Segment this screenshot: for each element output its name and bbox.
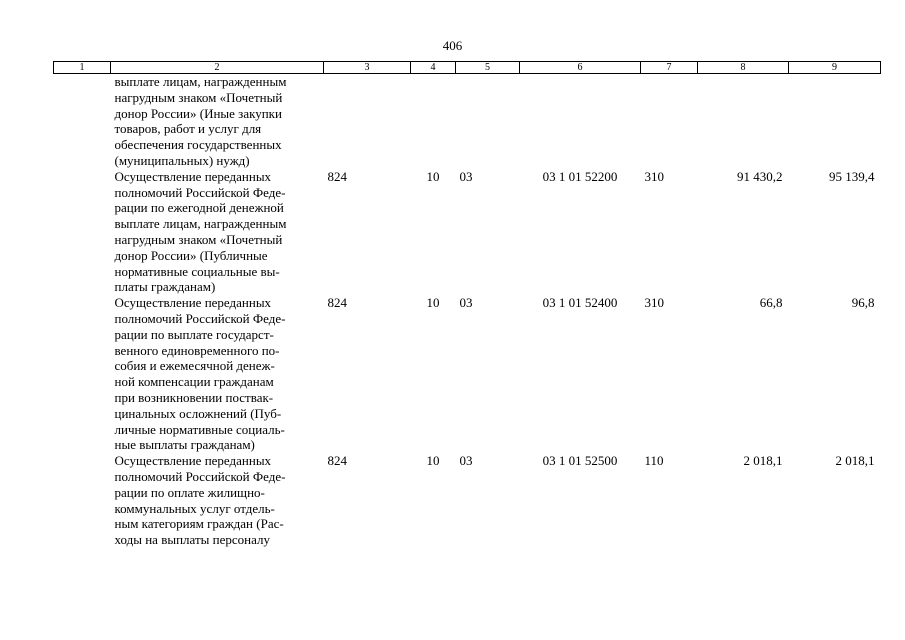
description-line: ной компенсации гражданам bbox=[114, 374, 274, 390]
amount-year1-cell: 91 430,2 bbox=[737, 168, 783, 184]
description-line: (муниципальных) нужд) bbox=[114, 152, 250, 168]
description-line: ные выплаты гражданам) bbox=[114, 437, 255, 453]
description-line: выплате лицам, награжденным bbox=[114, 216, 287, 232]
description-line: полномочий Российской Феде- bbox=[114, 310, 286, 326]
expense-type-cell bbox=[641, 74, 698, 169]
grbs-cell bbox=[324, 74, 411, 169]
grbs-cell: 824 bbox=[327, 295, 347, 311]
target-article-cell: 03 1 01 52200 bbox=[542, 168, 618, 184]
description-line: рации по выплате государст- bbox=[114, 326, 274, 342]
amount-year2-cell: 96,8 bbox=[851, 295, 875, 311]
grbs-cell: 824 bbox=[327, 168, 347, 184]
column-header: 8 bbox=[698, 62, 789, 74]
expense-type-cell: 310 bbox=[644, 295, 664, 311]
description-line: венного единовременного по- bbox=[114, 342, 280, 358]
description-line: полномочий Российской Феде- bbox=[114, 184, 286, 200]
empty-cell bbox=[54, 295, 111, 453]
description-line: Осуществление переданных bbox=[114, 168, 272, 184]
expense-type-cell: 310 bbox=[644, 168, 664, 184]
amount-year2-cell: 2 018,1 bbox=[835, 453, 875, 469]
section-cell: 10 bbox=[426, 168, 440, 184]
column-header: 4 bbox=[411, 62, 456, 74]
target-article-cell: 03 1 01 52400 bbox=[542, 295, 618, 311]
description-line: донор России» (Иные закупки bbox=[114, 105, 282, 121]
description-line: выплате лицам, награжденным bbox=[114, 74, 287, 89]
description-line: ходы на выплаты персоналу bbox=[114, 532, 270, 548]
section-cell bbox=[411, 74, 456, 169]
budget-table bbox=[53, 61, 881, 548]
amount-year2-cell: 95 139,4 bbox=[829, 168, 875, 184]
column-header: 5 bbox=[456, 62, 520, 74]
target-article-cell bbox=[520, 74, 641, 169]
table-row bbox=[54, 295, 881, 453]
description-line: при возникновении поствак- bbox=[114, 389, 274, 405]
grbs-cell: 824 bbox=[327, 453, 347, 469]
column-header: 6 bbox=[520, 62, 641, 74]
amount-year2-cell bbox=[789, 74, 881, 169]
table-row bbox=[54, 453, 881, 548]
description-line: коммунальных услуг отдель- bbox=[114, 500, 275, 516]
subsection-cell: 03 bbox=[459, 295, 473, 311]
description-line: донор России» (Публичные bbox=[114, 247, 268, 263]
description-line: нагрудным знаком «Почетный bbox=[114, 231, 283, 247]
column-header: 1 bbox=[54, 62, 111, 74]
column-header: 3 bbox=[324, 62, 411, 74]
description-cell bbox=[111, 169, 324, 295]
description-line: полномочий Российской Феде- bbox=[114, 468, 286, 484]
section-cell: 10 bbox=[426, 295, 440, 311]
table-row bbox=[54, 74, 881, 169]
empty-cell bbox=[54, 169, 111, 295]
description-line: цинальных осложнений (Пуб- bbox=[114, 405, 282, 421]
empty-cell bbox=[54, 74, 111, 169]
description-line: рации по оплате жилищно- bbox=[114, 484, 265, 500]
description-cell bbox=[111, 74, 324, 169]
description-line: Осуществление переданных bbox=[114, 453, 272, 469]
description-line: собия и ежемесячной денеж- bbox=[114, 358, 275, 374]
subsection-cell: 03 bbox=[459, 168, 473, 184]
subsection-cell: 03 bbox=[459, 453, 473, 469]
description-line: ным категориям граждан (Рас- bbox=[114, 516, 284, 532]
description-line: нормативные социальные вы- bbox=[114, 263, 280, 279]
amount-year1-cell: 2 018,1 bbox=[743, 453, 783, 469]
description-line: товаров, работ и услуг для bbox=[114, 121, 262, 137]
table-body bbox=[54, 74, 881, 548]
page-number: 406 bbox=[442, 38, 463, 53]
amount-year1-cell bbox=[698, 74, 789, 169]
target-article-cell: 03 1 01 52500 bbox=[542, 453, 618, 469]
header-row bbox=[54, 62, 881, 74]
table-row bbox=[54, 169, 881, 295]
section-cell: 10 bbox=[426, 453, 440, 469]
column-header: 7 bbox=[641, 62, 698, 74]
description-line: рации по ежегодной денежной bbox=[114, 200, 284, 216]
description-line: обеспечения государственных bbox=[114, 137, 282, 153]
empty-cell bbox=[54, 453, 111, 548]
expense-type-cell: 110 bbox=[644, 453, 664, 469]
column-header: 9 bbox=[789, 62, 881, 74]
description-line: личные нормативные социаль- bbox=[114, 421, 285, 437]
description-line: Осуществление переданных bbox=[114, 295, 272, 311]
description-line: нагрудным знаком «Почетный bbox=[114, 89, 283, 105]
subsection-cell bbox=[456, 74, 520, 169]
description-line: платы гражданам) bbox=[114, 279, 216, 295]
description-cell bbox=[111, 453, 324, 548]
description-cell bbox=[111, 295, 324, 453]
column-header: 2 bbox=[111, 62, 324, 74]
amount-year1-cell: 66,8 bbox=[759, 295, 783, 311]
